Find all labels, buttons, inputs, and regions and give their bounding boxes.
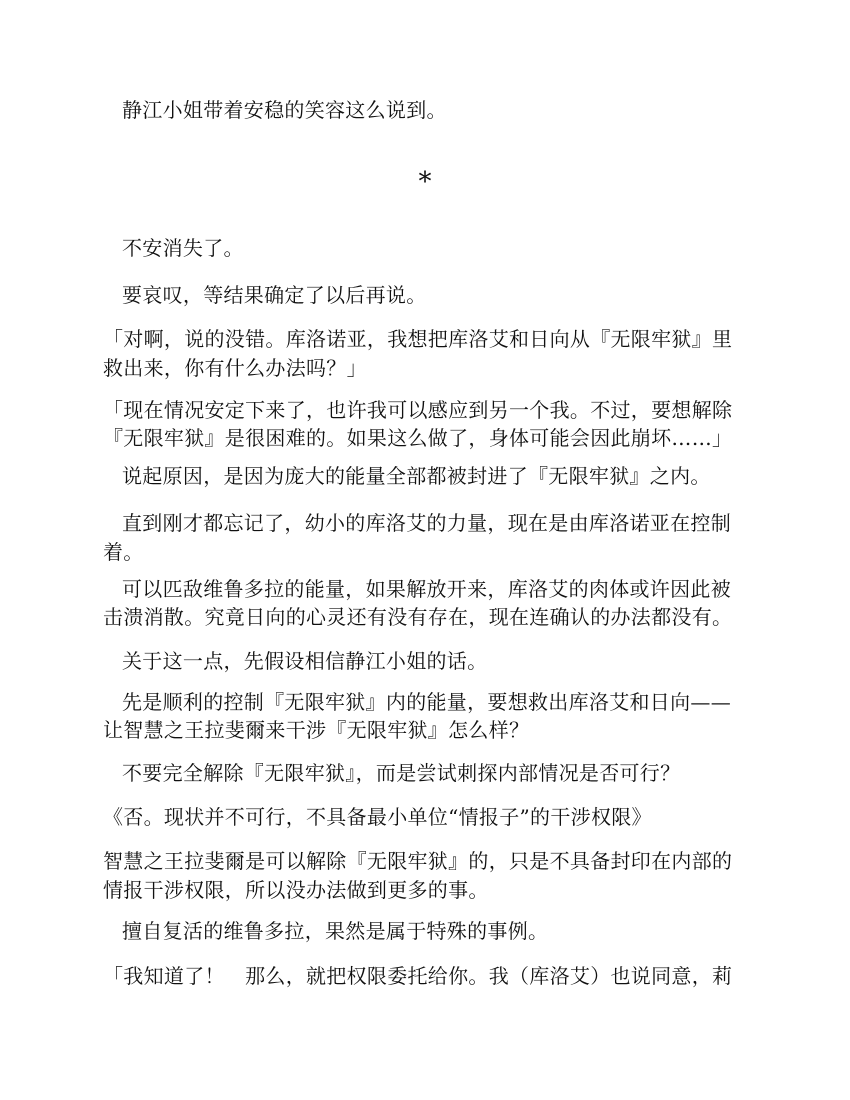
dialogue-line: 「我知道了！ 那么，就把权限委托给你。我（库洛艾）也说同意，莉 <box>103 964 733 988</box>
paragraph-line: 先是顺利的控制『无限牢狱』内的能量，要想救出库洛艾和日向—— <box>122 690 731 714</box>
paragraph-line: 擅自复活的维鲁多拉，果然是属于特殊的事例。 <box>122 919 549 943</box>
paragraph-line: 不安消失了。 <box>122 236 244 260</box>
paragraph-line: 让智慧之王拉斐爾来干涉『无限牢狱』怎么样？ <box>103 718 530 742</box>
paragraph-line: 着。 <box>103 540 144 564</box>
paragraph-line: 不要完全解除『无限牢狱』，而是尝试刺探内部情况是否可行？ <box>122 761 681 785</box>
paragraph-line: 要哀叹，等结果确定了以后再说。 <box>122 283 427 307</box>
paragraph-line: 说起原因，是因为庞大的能量全部都被封进了『无限牢狱』之内。 <box>122 464 711 488</box>
paragraph-line: 静江小姐带着安稳的笑容这么说到。 <box>122 98 447 122</box>
dialogue-line: 救出来，你有什么办法吗？」 <box>103 356 367 380</box>
scene-separator: * <box>418 167 432 197</box>
paragraph-line: 关于这一点，先假设相信静江小姐的话。 <box>122 649 488 673</box>
dialogue-line: 「现在情况安定下来了，也许我可以感应到另一个我。不过，要想解除 <box>103 398 733 422</box>
system-message-line: 《否。现状并不可行，不具备最小单位“情报子”的干涉权限》 <box>103 805 652 829</box>
dialogue-line: 「对啊，说的没错。库洛诺亚，我想把库洛艾和日向从『无限牢狱』里 <box>103 327 733 351</box>
paragraph-line: 智慧之王拉斐爾是可以解除『无限牢狱』的，只是不具备封印在内部的 <box>103 849 733 873</box>
paragraph-line: 可以匹敌维鲁多拉的能量，如果解放开来，库洛艾的肉体或许因此被 <box>122 577 731 601</box>
paragraph-line: 直到刚才都忘记了，幼小的库洛艾的力量，现在是由库洛诺亚在控制 <box>122 511 731 535</box>
paragraph-line: 情报干涉权限，所以没办法做到更多的事。 <box>103 878 489 902</box>
dialogue-line: 『无限牢狱』是很困难的。如果这么做了，身体可能会因此崩坏……」 <box>103 426 733 450</box>
paragraph-line: 击溃消散。究竟日向的心灵还有没有存在，现在连确认的办法都没有。 <box>103 605 733 629</box>
